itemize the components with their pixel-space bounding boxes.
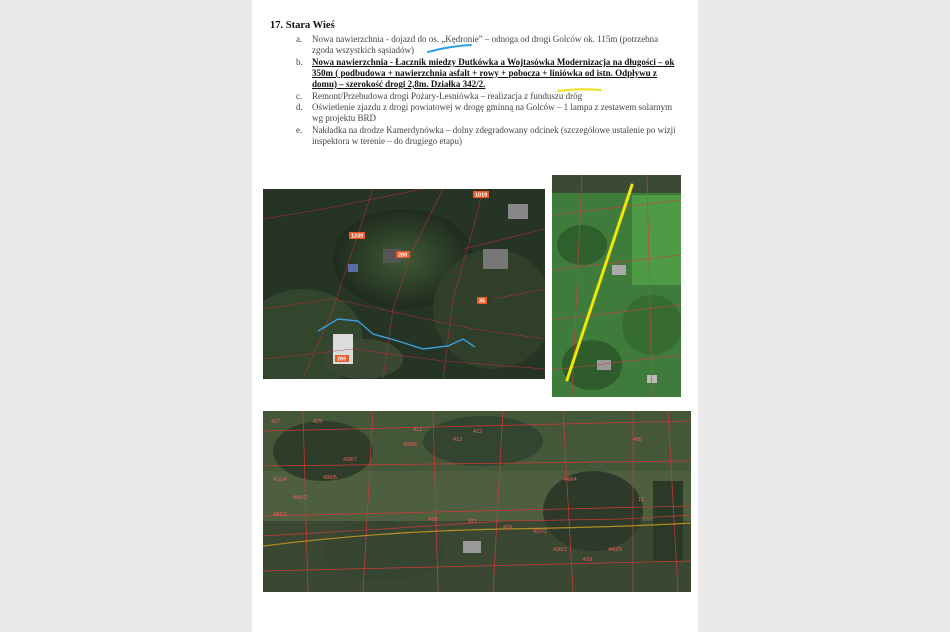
list-item-e bbox=[296, 125, 681, 147]
parcel-label: 412 bbox=[473, 429, 483, 435]
parcel-label: 439/5 bbox=[323, 475, 337, 481]
parcel-label: 416/4 bbox=[273, 477, 287, 483]
list-item-a bbox=[296, 34, 681, 56]
list-text: Nowa nawierzchnia - dojazd do os. „Kędronie” – odnoga od drogi Golców ok. 115m (potrzebna zgoda wszystkich sąsiadów) bbox=[312, 34, 659, 55]
parcel-label: 440/2 bbox=[293, 495, 307, 501]
list-text: Oświetlenie zjazdu z drogi powiatowej w drogę gminną na Golców – 1 lampa z zestawem solarnym wg projektu BRD bbox=[312, 102, 673, 124]
parcel-label: 441/3 bbox=[273, 512, 287, 518]
parcel-label: 430/1 bbox=[553, 547, 567, 553]
map-aerial-2 bbox=[552, 175, 681, 397]
parcel-label: 455 bbox=[633, 437, 643, 443]
parcel-label: 427 bbox=[271, 419, 281, 425]
blue-underline-mark bbox=[425, 42, 475, 56]
list-letter: b. bbox=[296, 56, 303, 67]
parcel-label: 449/4 bbox=[563, 477, 577, 483]
parcel-label: 269 bbox=[337, 356, 347, 363]
parcel-label: 1249 bbox=[351, 233, 364, 240]
list-item-c bbox=[296, 91, 681, 102]
parcel-label: 440/3 bbox=[608, 547, 622, 553]
list-letter: d. bbox=[296, 102, 303, 113]
parcel-label: 478 bbox=[428, 517, 438, 523]
list-letter: c. bbox=[296, 90, 303, 101]
item-list bbox=[296, 34, 681, 148]
list-letter: e. bbox=[296, 125, 303, 136]
parcel-label: 429 bbox=[503, 525, 513, 531]
parcel-label: 35 bbox=[479, 298, 486, 305]
parcel-label: 12 bbox=[638, 497, 645, 503]
parcel-label: 438/7 bbox=[343, 457, 357, 463]
parcel-label: 439/6 bbox=[403, 442, 417, 448]
parcel-label: 1019 bbox=[475, 192, 488, 199]
parcel-label: 433 bbox=[583, 557, 593, 563]
list-text: Nowa nawierzchnia - Łacznik miedzy Dutkówka a Wojtasówka Modernizacja na długości – ok 350m ( podbudowa + nawierzchnia asfalt + rowy + pobocza + liniówka od istn. Odpływu z domu) – szerokość drogi 2,8m. Działka 342/2. bbox=[312, 56, 675, 89]
yellow-underline-mark bbox=[555, 86, 605, 96]
parcel-label: 429 bbox=[313, 419, 323, 425]
list-item-b bbox=[296, 57, 681, 90]
list-text: Remont/Przebudowa drogi Pożary-Lesniówka – realizacja z funduszu dróg bbox=[312, 90, 583, 101]
parcel-label: 288 bbox=[398, 252, 408, 259]
parcel-label: 427/1 bbox=[533, 529, 547, 535]
parcel-label: 412 bbox=[413, 427, 423, 433]
section-heading: 17. Stara Wieś bbox=[270, 20, 335, 31]
map-aerial-1 bbox=[263, 189, 545, 379]
parcel-label: 377 bbox=[468, 519, 478, 525]
map-aerial-3 bbox=[263, 411, 691, 592]
parcel-label: 413 bbox=[453, 437, 463, 443]
list-letter: a. bbox=[296, 34, 303, 44]
list-item-d bbox=[296, 102, 681, 124]
list-text: Nakładka na drodze Kamerdynówka – dolny zdegradowany odcinek (szczegółowe ustalenie po wizji inspektora w terenie – do drugiego etapu) bbox=[312, 125, 676, 147]
